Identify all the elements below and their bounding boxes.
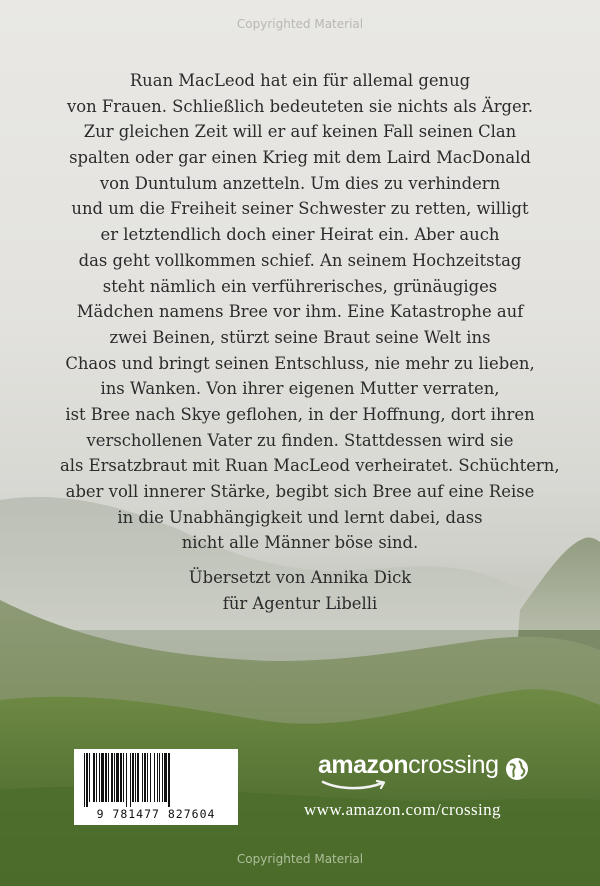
blurb-line: Mädchen namens Bree vor ihm. Eine Katastrophe auf <box>76 302 524 322</box>
blurb-line: von Duntulum anzetteln. Um dies zu verhindern <box>99 173 501 193</box>
barcode-bar <box>99 753 100 802</box>
barcode-bar <box>157 753 158 802</box>
barcode-bar <box>137 753 139 802</box>
barcode-bar <box>89 753 90 802</box>
barcode-bar <box>164 753 167 802</box>
barcode-bar <box>130 753 131 807</box>
barcode-bar <box>105 753 107 802</box>
blurb-line: das geht vollkommen schief. An seinem Hochzeitstag <box>78 250 522 270</box>
isbn-number: 9 781477 827604 <box>96 807 216 821</box>
blurb-line: und um die Freiheit seiner Schwester zu retten, willigt <box>71 199 529 219</box>
book-blurb <box>60 68 560 556</box>
blurb-line: Ruan MacLeod hat ein für allemal genug <box>129 71 471 90</box>
barcode-bar <box>126 753 127 807</box>
barcode-bar <box>101 753 104 802</box>
barcode-bar <box>162 753 163 802</box>
blurb-line: zwei Beinen, stürzt seine Braut seine Welt ins <box>109 327 491 347</box>
blurb-line: Zur gleichen Zeit will er auf keinen Fall seinen Clan <box>83 122 517 142</box>
copyright-watermark-top: Copyrighted Material <box>236 17 364 31</box>
barcode-bar <box>168 753 170 807</box>
blurb-line: nicht alle Männer böse sind. <box>181 533 419 553</box>
blurb-line: verschollenen Vater zu finden. Stattdessen wird sie <box>86 430 514 450</box>
barcode-bar <box>116 753 119 802</box>
barcode-bar <box>147 753 148 802</box>
blurb-line: spalten oder gar einen Krieg mit dem Laird MacDonald <box>69 148 531 168</box>
copyright-watermark-bottom: Copyrighted Material <box>236 852 364 866</box>
barcode-bar <box>96 753 97 802</box>
barcode-bar <box>86 753 88 807</box>
agency-line: für Agentur Libelli <box>222 594 378 613</box>
blurb-line: ins Wanken. Von ihrer eigenen Mutter verraten, <box>100 379 500 399</box>
barcode-bar <box>114 753 115 802</box>
publisher-website[interactable]: www.amazon.com/crossing <box>304 800 501 819</box>
barcode-bar <box>93 753 95 802</box>
amazon-smile-icon <box>320 779 388 791</box>
blurb-line: als Ersatzbraut mit Ruan MacLeod verheiratet. Schüchtern, <box>60 456 560 476</box>
blurb-line: steht nämlich ein verführerisches, grünäugiges <box>102 276 498 296</box>
logo-amazon-text: amazon <box>318 751 409 779</box>
barcode-bar <box>120 753 122 802</box>
blurb-line: ist Bree nach Skye geflohen, in der Hoffnung, dort ihren <box>65 404 535 424</box>
translator-line: Übersetzt von Annika Dick <box>188 568 412 587</box>
translator-credit <box>100 565 500 617</box>
blurb-line: in die Unabhängigkeit und lernt dabei, dass <box>117 507 483 527</box>
barcode-bar <box>111 753 113 802</box>
globe-icon <box>504 756 530 782</box>
blurb-line: aber voll innerer Stärke, begibt sich Bree auf eine Reise <box>65 482 535 501</box>
barcode-bar <box>108 753 109 802</box>
barcode-bar <box>142 753 143 802</box>
barcode-bar <box>135 753 136 802</box>
logo-crossing-text: crossing <box>408 751 499 779</box>
isbn-barcode <box>74 749 238 825</box>
barcode-bar <box>144 753 146 802</box>
barcode-bar <box>84 753 85 807</box>
barcode-bar <box>123 753 124 802</box>
barcode-bars <box>82 753 230 807</box>
barcode-bar <box>150 753 151 802</box>
blurb-line: Chaos und bringt seinen Entschluss, nie mehr zu lieben, <box>65 353 535 373</box>
blurb-line: er letztendlich doch einer Heirat ein. Aber auch <box>100 225 500 245</box>
blurb-line: von Frauen. Schließlich bedeuteten sie nichts als Ärger. <box>67 96 533 116</box>
barcode-bar <box>159 753 160 802</box>
barcode-bar <box>132 753 134 802</box>
barcode-bar <box>154 753 155 802</box>
